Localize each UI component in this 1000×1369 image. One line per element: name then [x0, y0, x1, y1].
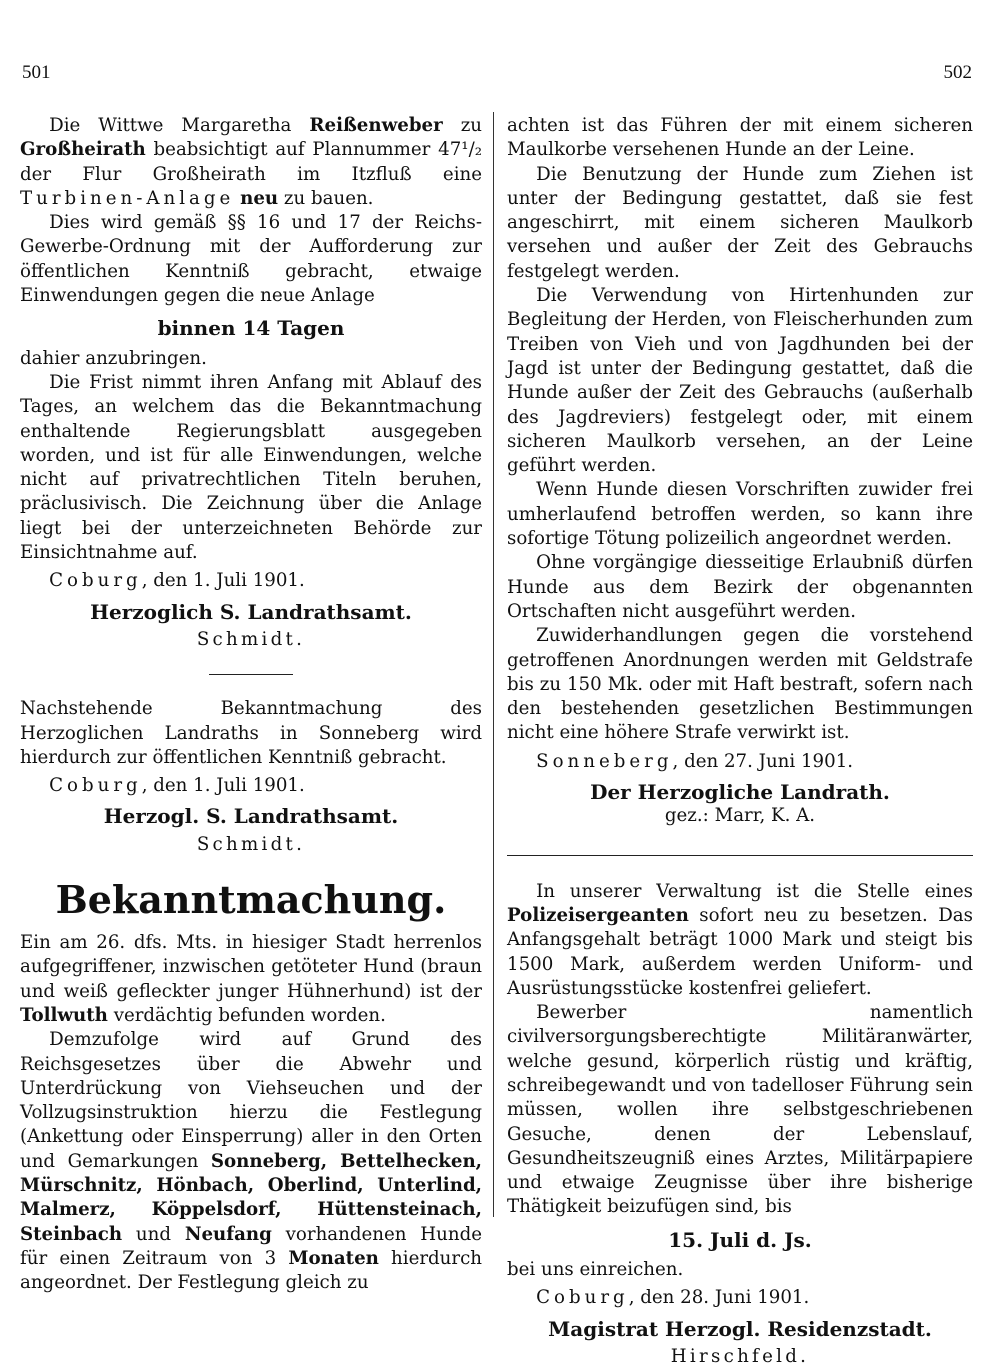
date-place: Coburg	[49, 775, 142, 797]
notice-paragraph	[20, 1028, 482, 1295]
text-run: Die Wittwe Margaretha	[49, 115, 310, 136]
column-divider	[493, 112, 494, 1217]
notice-paragraph: Dies wird gemäß §§ 16 und 17 der Reichs-Gewerbe-Ordnung mit der Aufforderung zur öffentlichen Kenntniß gebracht, etwaige Einwendungen gegen die neue Anlage	[20, 212, 482, 307]
text-run: Ein am 26. dfs. Mts. in hiesiger Stadt herrenlos aufgegriffener, inzwischen getöteter Hund (braun und weiß gefleckter junger Hühnerhund) ist der	[20, 932, 482, 1002]
notice-paragraph: Nachstehende Bekanntmachung des Herzoglichen Landraths in Sonneberg wird hierdurch zur öffentlichen Kenntniß gebracht.	[20, 698, 482, 768]
place-bold: Neufang	[184, 1223, 272, 1245]
notice-rabies	[20, 875, 482, 1295]
bold-term: neu	[240, 187, 279, 209]
notice-paragraph: Die Verwendung von Hirtenhunden zur Begleitung der Herden, von Fleischerhunden zum Treiben von Vieh und von Jagdhunden bei der Jagd ist unter der Bedingung gestattet, daß die Hunde außer der Zeit des Gebrauchs (außerhalb des Jagdreviers) festgelegt oder, mit einem sicheren Maulkorb versehen, an der Leine geführt werden.	[507, 285, 973, 477]
notice-police-sergeant	[507, 880, 973, 1369]
text-run: und	[122, 1223, 185, 1245]
notice-paragraph: bei uns einreichen.	[507, 1259, 684, 1281]
deadline-line: binnen 14 Tagen	[157, 316, 345, 341]
notice-paragraph: Zuwiderhandlungen gegen die vorstehend getroffenen Anordnungen werden mit Geldstrafe bis zu 150 Mk. oder mit Haft bestraft, sofern nach den bestehenden gesetzlichen Bestimmungen nicht eine höhere Strafe verwirkt ist.	[507, 625, 973, 744]
notice-title: Bekanntmachung.	[55, 877, 447, 923]
notice-paragraph: Die Frist nimmt ihren Anfang mit Ablauf des Tages, an welchem das die Bekanntmachung enthaltende Regierungsblatt ausgegeben worden, und ist für alle Einwendungen, welche nicht auf privatrechtlichen Titeln beruhen, präclusivisch. Die Zeichnung über die Anlage liegt bei der unterzeichneten Behörde zur Einsichtnahme auf.	[20, 371, 482, 564]
authority-line: Herzogl. S. Landrathsamt.	[103, 804, 399, 829]
page-number-left: 501	[22, 62, 51, 83]
notice-paragraph	[20, 114, 482, 211]
notice-paragraph	[507, 880, 973, 1001]
text-run: verdächtig befunden worden.	[107, 1004, 386, 1026]
date-text: , den 1. Juli 1901.	[141, 570, 305, 592]
deadline-line: 15. Juli d. Js.	[668, 1227, 812, 1252]
spaced-term: Turbinen-Anlage	[20, 187, 235, 209]
authority-line: Herzoglich S. Landrathsamt.	[90, 599, 412, 624]
signer-line: gez.: Marr, K. A.	[664, 805, 816, 827]
notice-turbine-plant	[20, 114, 482, 652]
name-bold: Reißenweber	[309, 115, 443, 136]
section-divider	[209, 674, 293, 675]
date-line	[20, 569, 482, 593]
notice-paragraph: Wenn Hunde diesen Vorschriften zuwider frei umherlaufend betroffen werden, so kann ihre sofortige Tötung polizeilich angeordnet werden.	[507, 479, 973, 550]
date-text: , den 1. Juli 1901.	[141, 775, 305, 797]
signer-line: Schmidt.	[196, 628, 306, 650]
text-run: In unserer Verwaltung ist die Stelle eines	[536, 880, 973, 902]
date-place: Sonneberg	[536, 750, 673, 772]
left-column	[20, 114, 482, 1295]
notice-forwarding	[20, 697, 482, 857]
signer-line: Schmidt.	[196, 833, 306, 855]
section-divider	[507, 855, 973, 856]
text-run: zu	[442, 115, 482, 136]
text-run: hierdurch angeordnet. Der Festlegung gleich zu	[20, 1247, 482, 1294]
date-text: , den 27. Juni 1901.	[672, 750, 854, 772]
date-place: Coburg	[536, 1287, 629, 1309]
text-run: Demzufolge wird auf Grund des Reichsgesetzes über die Abwehr und Unterdrückung von Viehseuchen und der Vollzugsinstruktion hierzu die Festlegung (Ankettung oder Einsperrung) aller in den Orten und Gemarkungen	[20, 1029, 482, 1172]
bold-term: Tollwuth	[20, 1004, 108, 1026]
date-line	[507, 1286, 973, 1310]
notice-paragraph: Bewerber namentlich civilversorgungsberechtigte Militäranwärter, welche gesund, körperlich rüstig und kräftig, schreibegewandt und von tadelloser Führung sein müssen, wollen ihre selbstgeschriebenen Gesuche, denen der Lebenslauf, Gesundheitszeugniß eines Arztes, Militärpapiere und etwaige Zeugnisse über ihre bisherige Thätigkeit beizufügen sind, bis	[507, 1002, 973, 1218]
bold-term: Monaten	[288, 1247, 379, 1269]
signer-line: Hirschfeld.	[670, 1345, 810, 1367]
notice-paragraph: achten ist das Führen der mit einem sicheren Maulkorbe versehenen Hunde an der Leine.	[507, 115, 973, 161]
date-line	[507, 750, 973, 774]
right-column	[507, 114, 973, 1369]
notice-paragraph: dahier anzubringen.	[20, 347, 207, 369]
date-line	[20, 774, 482, 798]
notice-paragraph: Die Benutzung der Hunde zum Ziehen ist unter der Bedingung gestattet, daß sie fest angeschirrt, mit einem sicheren Maulkorb versehen und außer der Zeit des Gebrauchs festgelegt werden.	[507, 163, 973, 282]
text-run: beabsichtigt auf Plannummer 47¹/₂ der Flur Großheirath im Itzfluß eine	[20, 139, 482, 185]
page-number-right: 502	[943, 62, 972, 83]
authority-line: Magistrat Herzogl. Residenzstadt.	[548, 1316, 932, 1341]
date-text: , den 28. Juni 1901.	[628, 1287, 810, 1309]
authority-line: Der Herzogliche Landrath.	[590, 780, 890, 805]
notice-paragraph	[20, 931, 482, 1028]
text-run: vorhandenen Hunde für einen Zeitraum von 3	[20, 1223, 482, 1269]
notice-paragraph: Ohne vorgängige diesseitige Erlaubniß dürfen Hunde aus dem Bezirk der obgenannten Ortschaften nicht ausgeführt werden.	[507, 552, 973, 622]
places-bold: Sonneberg, Bettelhecken, Mürschnitz, Hönbach, Oberlind, Unterlind, Malmerz, Köppelsdorf, Hüttensteinach, Steinbach	[20, 1150, 483, 1245]
bold-term: Polizeisergeanten	[507, 904, 689, 926]
text-run: zu bauen.	[278, 187, 374, 209]
notice-rabies-continued	[507, 114, 973, 829]
date-place: Coburg	[49, 570, 142, 592]
text-run: sofort neu zu besetzen. Das Anfangsgehalt beträgt 1000 Mark und steigt bis 1500 Mark, außerdem werden Uniform- und Ausrüstungsstücke kostenfrei geliefert.	[507, 904, 973, 999]
place-bold: Großheirath	[20, 139, 146, 161]
